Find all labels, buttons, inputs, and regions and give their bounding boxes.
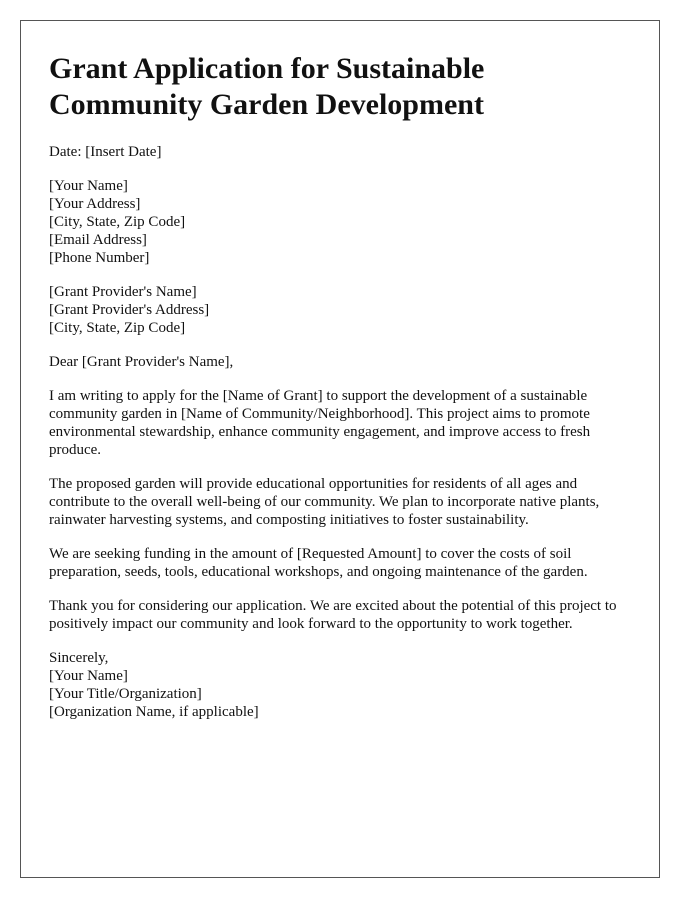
document-title xyxy=(49,51,639,123)
letter-page xyxy=(20,20,660,878)
closing-block xyxy=(49,649,639,721)
sender-email: [Email Address] xyxy=(49,232,147,248)
recipient-city-state-zip: [City, State, Zip Code] xyxy=(49,320,186,336)
recipient-name: [Grant Provider's Name] xyxy=(49,284,197,300)
closing-phrase: Sincerely, xyxy=(49,650,109,666)
body-paragraph-garden-plan: The proposed garden will provide educational opportunities for residents of all ages and contribute to the overall well-being of our community. We plan to incorporate native plants, rainwater harvesting systems, and composting initiatives to foster sustainability. xyxy=(49,476,600,528)
sender-phone: [Phone Number] xyxy=(49,250,150,266)
recipient-address-block xyxy=(49,283,639,337)
sender-name: [Your Name] xyxy=(49,178,128,194)
body-paragraph-thanks: Thank you for considering our application. We are excited about the potential of this project to positively impact our community and look forward to the opportunity to work together. xyxy=(49,598,617,632)
recipient-address: [Grant Provider's Address] xyxy=(49,302,210,318)
signature-title: [Your Title/Organization] xyxy=(49,686,202,702)
sender-address-block xyxy=(49,177,639,267)
signature-organization: [Organization Name, if applicable] xyxy=(49,704,259,720)
letter-content xyxy=(49,51,639,721)
signature-name: [Your Name] xyxy=(49,668,128,684)
sender-city-state-zip: [City, State, Zip Code] xyxy=(49,214,186,230)
salutation: Dear [Grant Provider's Name], xyxy=(49,354,234,370)
body-paragraph-intro: I am writing to apply for the [Name of Grant] to support the development of a sustainable community garden in [Name of Community/Neighborhood]. This project aims to promote environmental stewardship, enhance community engagement, and improve access to fresh produce. xyxy=(49,388,591,458)
sender-address: [Your Address] xyxy=(49,196,141,212)
date-line: Date: [Insert Date] xyxy=(49,144,162,160)
body-paragraph-funding-request: We are seeking funding in the amount of [Requested Amount] to cover the costs of soil preparation, seeds, tools, educational workshops, and ongoing maintenance of the garden. xyxy=(49,546,588,580)
title-line-1: Grant Application for Sustainable xyxy=(49,52,485,85)
title-line-2: Community Garden Development xyxy=(49,88,484,121)
